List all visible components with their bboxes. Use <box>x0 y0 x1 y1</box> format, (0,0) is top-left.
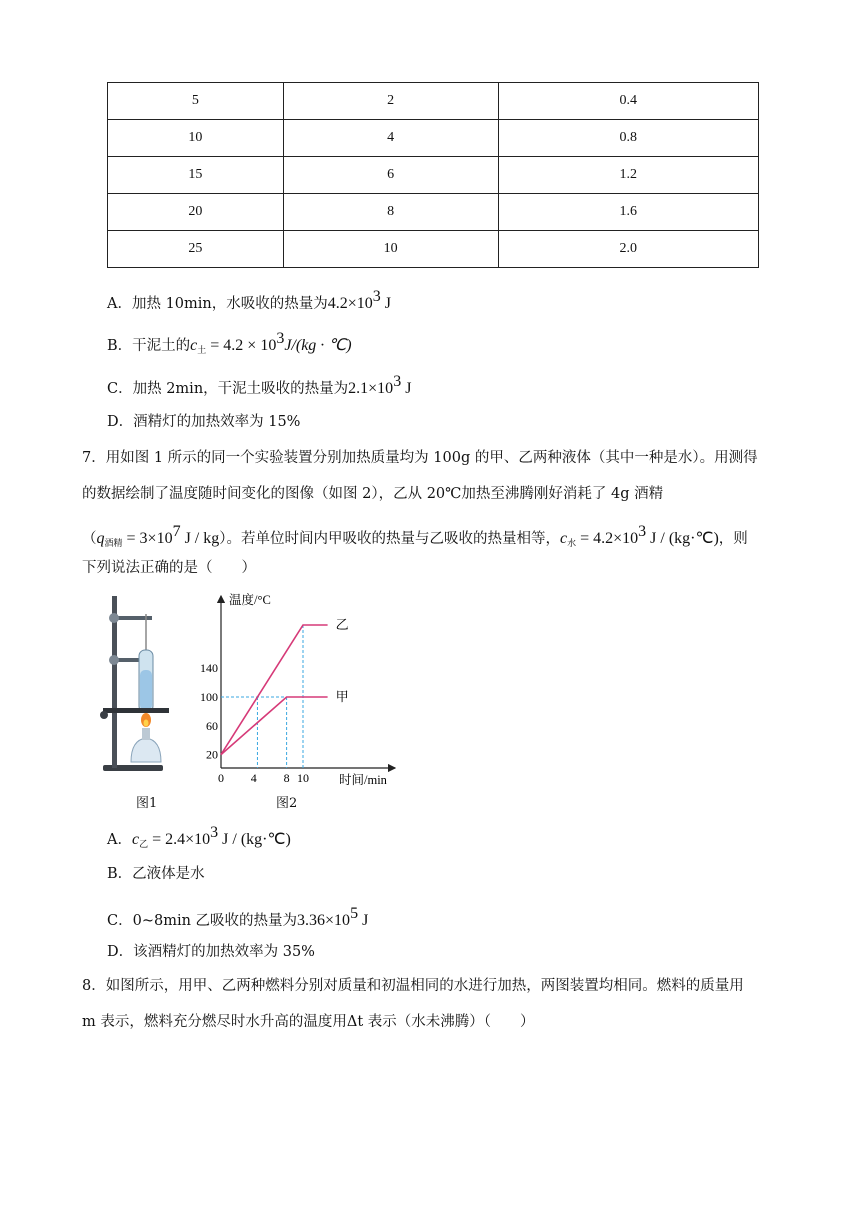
data-table <box>107 82 759 268</box>
q7-option-a <box>107 823 291 855</box>
q6-option-a <box>107 287 391 314</box>
q6-option-d: D．酒精灯的加热效率为 15% <box>107 414 301 430</box>
x-tick-label: 8 <box>283 771 290 785</box>
x-tick-label: 10 <box>297 771 309 785</box>
q7-option-c-text: C．0~8min 乙吸收的热量为 <box>107 913 298 929</box>
figure-2-chart <box>200 592 405 787</box>
table-row <box>108 83 759 120</box>
lamp-neck <box>142 728 150 740</box>
table-cell: 10 <box>108 120 284 157</box>
table-cell: 0.8 <box>498 120 758 157</box>
table-row <box>108 157 759 194</box>
alcohol-lamp <box>131 738 161 762</box>
q7-option-a-unit: J / (kg·℃) <box>218 831 291 848</box>
q6-option-b-rest: = 4.2 × 10 <box>206 337 277 354</box>
q7-line-2: 的数据绘制了温度随时间变化的图像（如图 2），乙从 20℃加热至沸腾刚好消耗了 4g 酒精 <box>82 486 664 502</box>
flame-core <box>144 720 149 727</box>
q6-option-a-text: A．加热 10min，水吸收的热量为 <box>107 296 328 312</box>
table-row <box>108 231 759 268</box>
q7-option-a-c: c <box>131 831 140 848</box>
q6-option-c <box>107 372 411 399</box>
q7-q-unit: J / kg <box>180 530 220 547</box>
table-cell: 20 <box>108 194 284 231</box>
ring-knob <box>100 711 108 719</box>
q7-line-3-mid: ）。若单位时间内甲吸收的热量与乙吸收的热量相等， <box>219 531 560 547</box>
q7-q-value: = 3×10 <box>122 530 173 547</box>
q7-option-c-exp: 5 <box>350 905 359 922</box>
q7-line-3-end: ，则 <box>718 531 748 547</box>
x-tick-label: 0 <box>218 771 224 785</box>
table-cell: 8 <box>283 194 498 231</box>
q6-option-c-value: 2.1×10 <box>348 380 394 397</box>
table-row <box>108 194 759 231</box>
figure-2-caption: 图2 <box>276 796 298 811</box>
q7-c-value: = 4.2×10 <box>576 530 639 547</box>
series-label: 乙 <box>335 617 349 632</box>
q8-line-1: 8．如图所示，用甲、乙两种燃料分别对质量和初温相同的水进行加热，两图装置均相同。燃料的质量用 <box>82 978 744 994</box>
q7-option-c-value: 3.36×10 <box>297 912 351 929</box>
q7-c-exp: 3 <box>638 523 647 540</box>
q6-option-b-text: B．干泥土的 <box>107 338 191 354</box>
q7-option-a-exp: 3 <box>210 824 219 841</box>
x-axis-label: 时间/min <box>339 773 387 787</box>
table-cell: 4 <box>283 120 498 157</box>
table-row <box>108 120 759 157</box>
q7-line-3 <box>82 522 748 554</box>
y-tick-label: 100 <box>200 690 218 704</box>
x-tick-label: 4 <box>250 771 257 785</box>
table-cell: 1.6 <box>498 194 758 231</box>
q6-option-b-sub: 土 <box>197 346 207 356</box>
q6-option-b-c: c <box>190 337 198 354</box>
q7-q-sub: 酒精 <box>104 539 123 549</box>
table-cell: 1.2 <box>498 157 758 194</box>
table-cell: 2.0 <box>498 231 758 268</box>
table-cell: 5 <box>108 83 284 120</box>
q7-option-b: B．乙液体是水 <box>107 866 205 882</box>
table-cell: 0.4 <box>498 83 758 120</box>
y-tick-label: 20 <box>206 747 218 762</box>
upper-clamp-knob <box>109 613 119 623</box>
y-tick-label: 140 <box>200 661 218 676</box>
q7-q-symbol: q <box>96 530 105 547</box>
q6-option-a-exp: 3 <box>372 288 381 305</box>
series-label: 甲 <box>335 689 349 704</box>
figure-1-caption: 图1 <box>136 796 158 811</box>
q7-q-exp: 7 <box>172 523 181 540</box>
middle-clamp-knob <box>109 655 119 665</box>
q7-c-symbol: c <box>559 530 568 547</box>
table-cell: 25 <box>108 231 284 268</box>
q6-option-a-value: 4.2×10 <box>327 295 373 312</box>
q6-option-b-exp: 3 <box>276 330 285 347</box>
q7-line-1: 7．用如图 1 所示的同一个实验装置分别加热质量均为 100g 的甲、乙两种液体（其中一种是水）。用测得 <box>82 450 758 466</box>
q8-line-2: m 表示，燃料充分燃尽时水升高的温度用Δt 表示（水未沸腾）（ ） <box>82 1014 535 1030</box>
q7-option-a-sub: 乙 <box>139 840 149 850</box>
series-line-yi <box>221 625 328 755</box>
q7-option-c-unit: J <box>358 912 369 929</box>
q7-c-sub: 水 <box>567 539 577 549</box>
q7-paren-open: （ <box>82 531 97 547</box>
q6-option-a-unit: J <box>380 295 392 312</box>
q6-option-c-unit: J <box>401 380 412 397</box>
q7-option-a-value: = 2.4×10 <box>148 831 211 848</box>
table-cell: 6 <box>283 157 498 194</box>
q7-c-unit: J / (kg·℃) <box>646 530 719 547</box>
q6-option-b <box>107 329 352 361</box>
test-tube-liquid <box>140 670 152 710</box>
figure-1-apparatus <box>95 592 175 772</box>
table-cell: 2 <box>283 83 498 120</box>
table-cell: 10 <box>283 231 498 268</box>
q7-option-a-label: A． <box>107 832 132 848</box>
q7-line-4: 下列说法正确的是（ ） <box>82 560 256 576</box>
y-tick-label: 60 <box>206 718 218 733</box>
table-cell: 15 <box>108 157 284 194</box>
q7-option-c <box>107 904 368 931</box>
iron-ring <box>103 708 169 713</box>
q6-option-c-exp: 3 <box>393 373 402 390</box>
y-axis-label: 温度/°C <box>229 593 271 607</box>
series-line-jia <box>221 697 328 755</box>
q6-option-b-unit: J/(kg · ℃) <box>284 337 352 354</box>
q6-option-c-text: C．加热 2min，干泥土吸收的热量为 <box>107 381 349 397</box>
q7-option-d: D．该酒精灯的加热效率为 35% <box>107 944 315 960</box>
